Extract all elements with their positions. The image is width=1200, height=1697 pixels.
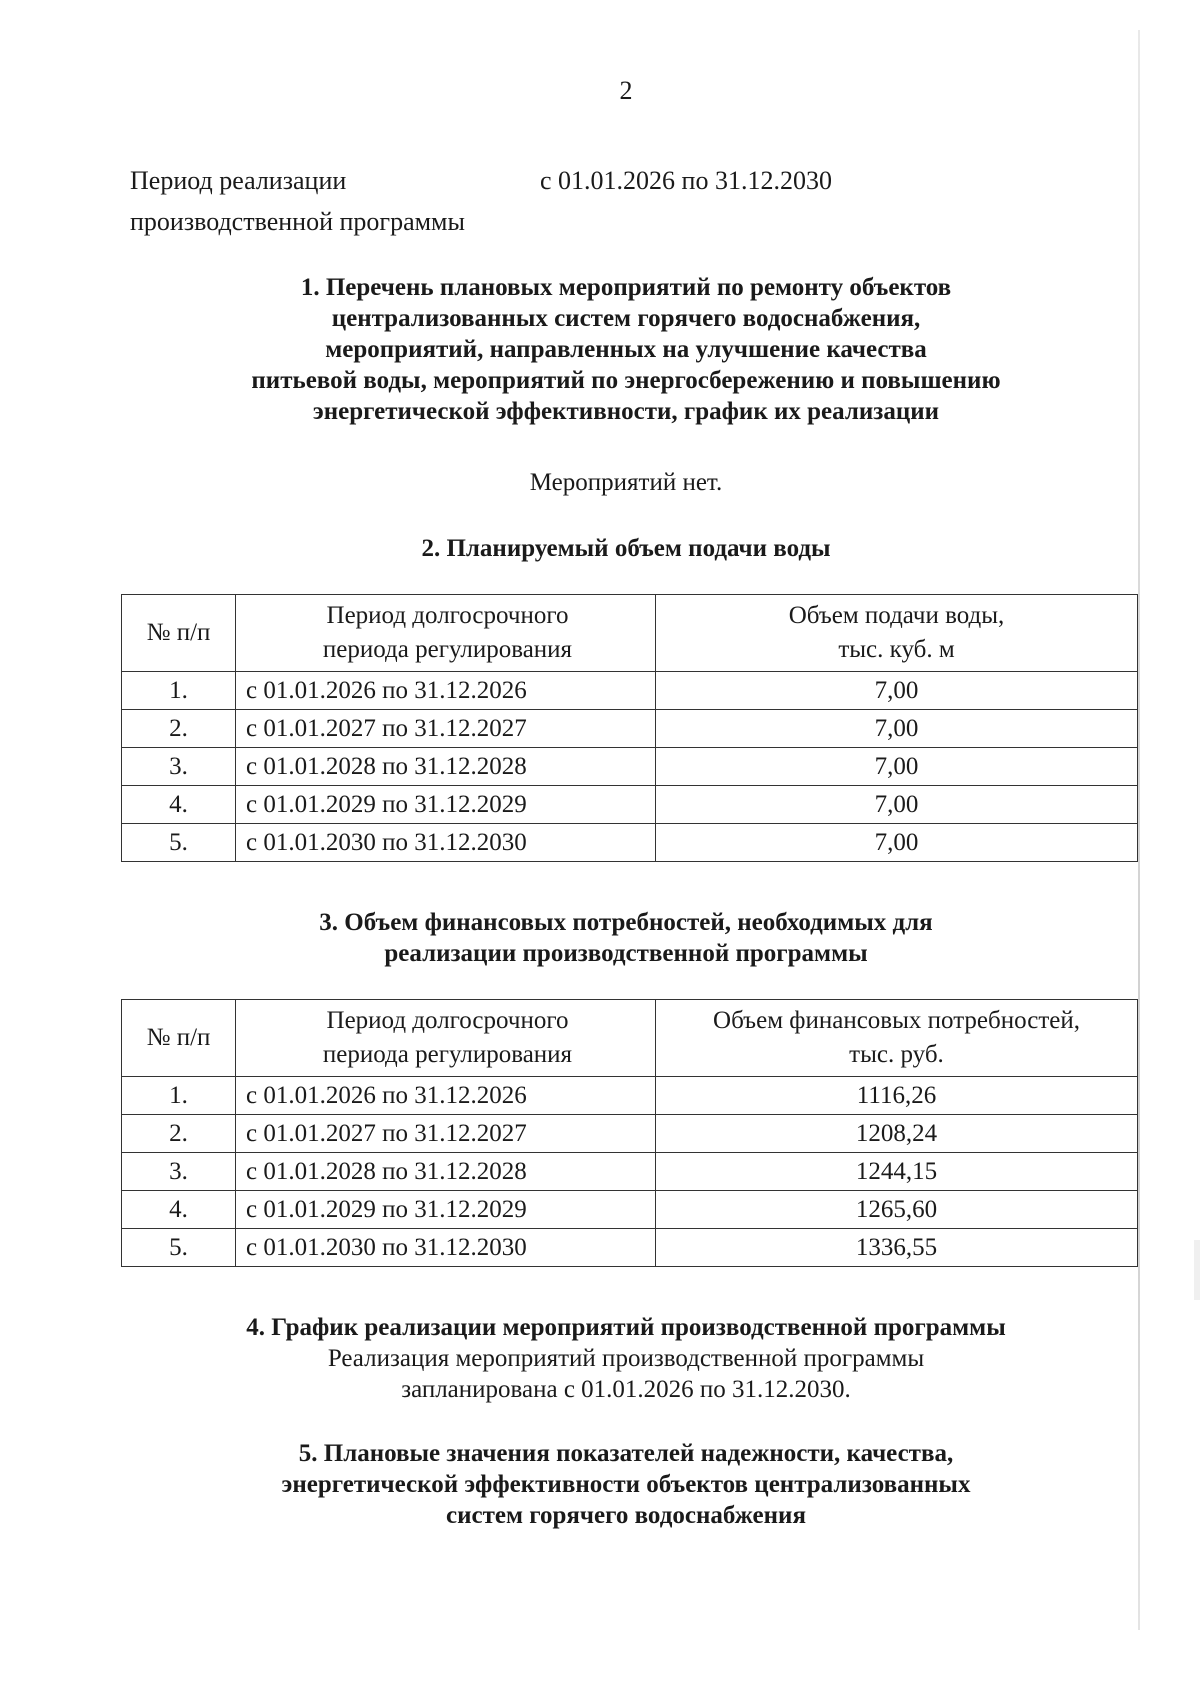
header-period-line2: периода регулирования: [322, 636, 573, 663]
row-num: 5.: [122, 824, 236, 862]
row-num: 1.: [122, 672, 236, 710]
section1-title-line: 1. Перечень плановых мероприятий по ремонту объектов: [300, 274, 952, 301]
header-period-line2: периода регулирования: [322, 1041, 573, 1068]
section1-title-line: централизованных систем горячего водоснабжения,: [331, 305, 921, 332]
period-label: [130, 160, 510, 242]
section1-title-line: мероприятий, направленных на улучшение качества: [325, 336, 927, 363]
row-period: с 01.01.2030 по 31.12.2030: [236, 1229, 656, 1267]
header-period: [236, 595, 656, 672]
period-label-line1: Период реализации: [130, 166, 347, 195]
table-row: [122, 1191, 1138, 1229]
table-row: [122, 1153, 1138, 1191]
section5-title-line: систем горячего водоснабжения: [446, 1502, 806, 1529]
table-row: [122, 1115, 1138, 1153]
row-value: 1336,55: [656, 1229, 1138, 1267]
section4-text-line1: Реализация мероприятий производственной программы: [327, 1345, 925, 1372]
header-value-line2: тыс. руб.: [849, 1041, 944, 1068]
table-row: [122, 786, 1138, 824]
row-value: 7,00: [656, 748, 1138, 786]
section4-text-line2: запланирована с 01.01.2026 по 31.12.2030.: [401, 1376, 851, 1403]
row-period: с 01.01.2027 по 31.12.2027: [236, 710, 656, 748]
row-period: с 01.01.2027 по 31.12.2027: [236, 1115, 656, 1153]
section3-title: [0, 907, 1200, 969]
row-value: 1244,15: [656, 1153, 1138, 1191]
table-row: [122, 748, 1138, 786]
row-period: с 01.01.2030 по 31.12.2030: [236, 824, 656, 862]
table-row: [122, 672, 1138, 710]
section5-title: [0, 1438, 1200, 1531]
table-row: [122, 1077, 1138, 1115]
row-value: 7,00: [656, 786, 1138, 824]
row-num: 2.: [122, 710, 236, 748]
table-row: [122, 1229, 1138, 1267]
header-num: № п/п: [122, 595, 236, 672]
row-num: 3.: [122, 1153, 236, 1191]
page-number: 2: [619, 76, 633, 105]
row-num: 3.: [122, 748, 236, 786]
header-value-line1: Объем подачи воды,: [788, 602, 1005, 629]
header-value: [656, 1000, 1138, 1077]
table-row: [122, 710, 1138, 748]
water-supply-table: [121, 594, 1138, 862]
section2-title: 2. Планируемый объем подачи воды: [421, 535, 831, 562]
table-header-row: [122, 1000, 1138, 1077]
row-num: 4.: [122, 786, 236, 824]
row-value: 1265,60: [656, 1191, 1138, 1229]
header-value: [656, 595, 1138, 672]
section3-title-line: реализации производственной программы: [384, 940, 868, 967]
table-row: [122, 824, 1138, 862]
table-header-row: [122, 595, 1138, 672]
section1-title-line: энергетической эффективности, график их реализации: [312, 398, 940, 425]
header-period-line1: Период долгосрочного: [326, 1007, 569, 1034]
section5-title-line: 5. Плановые значения показателей надежности, качества,: [298, 1440, 954, 1467]
section5-title-line: энергетической эффективности объектов централизованных: [281, 1471, 971, 1498]
period-value: с 01.01.2026 по 31.12.2030: [540, 166, 832, 195]
section1-note: Мероприятий нет.: [529, 469, 723, 496]
section1-title: [0, 272, 1200, 427]
row-value: 7,00: [656, 710, 1138, 748]
section4-title: 4. График реализации мероприятий производственной программы: [246, 1314, 1006, 1341]
row-value: 7,00: [656, 824, 1138, 862]
row-value: 1116,26: [656, 1077, 1138, 1115]
row-num: 1.: [122, 1077, 236, 1115]
section3-title-line: 3. Объем финансовых потребностей, необходимых для: [319, 909, 933, 936]
row-period: с 01.01.2026 по 31.12.2026: [236, 1077, 656, 1115]
section4-text: [0, 1343, 1200, 1405]
financial-needs-table: [121, 999, 1138, 1267]
scan-edge-mark: [1194, 1240, 1200, 1300]
row-value: 7,00: [656, 672, 1138, 710]
row-period: с 01.01.2029 по 31.12.2029: [236, 786, 656, 824]
row-period: с 01.01.2028 по 31.12.2028: [236, 748, 656, 786]
row-num: 5.: [122, 1229, 236, 1267]
header-period-line1: Период долгосрочного: [326, 602, 569, 629]
row-num: 2.: [122, 1115, 236, 1153]
header-value-line2: тыс. куб. м: [838, 636, 955, 663]
row-period: с 01.01.2028 по 31.12.2028: [236, 1153, 656, 1191]
row-value: 1208,24: [656, 1115, 1138, 1153]
header-period: [236, 1000, 656, 1077]
section1-title-line: питьевой воды, мероприятий по энергосбережению и повышению: [251, 367, 1001, 394]
row-period: с 01.01.2026 по 31.12.2026: [236, 672, 656, 710]
period-label-line2: производственной программы: [130, 207, 465, 236]
row-period: с 01.01.2029 по 31.12.2029: [236, 1191, 656, 1229]
row-num: 4.: [122, 1191, 236, 1229]
header-num: № п/п: [122, 1000, 236, 1077]
header-value-line1: Объем финансовых потребностей,: [713, 1007, 1080, 1034]
